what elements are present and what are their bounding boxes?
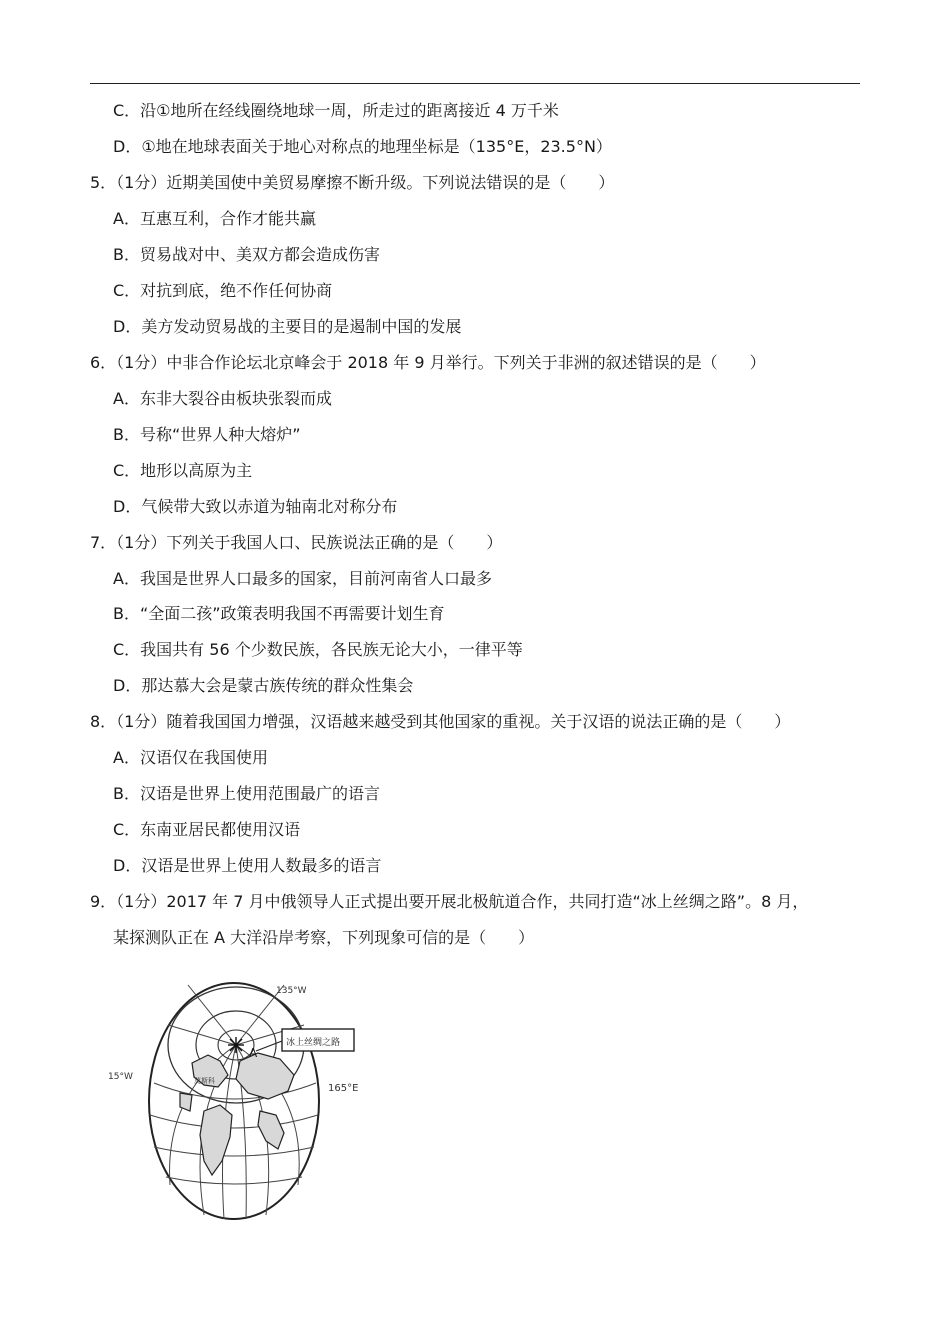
question-stem: 6．（1分）中非合作论坛北京峰会于 2018 年 9 月举行。下列关于非洲的叙述错误的是（ ） [90, 353, 766, 372]
lon-label-right: 165°E [328, 1083, 359, 1094]
option-text: B．汉语是世界上使用范围最广的语言 [113, 784, 380, 803]
question-stem-continuation: 某探测队正在 A 大洋沿岸考察，下列现象可信的是（ ） [113, 928, 535, 947]
pole-marker [228, 1037, 244, 1053]
polar-world-map [108, 965, 370, 1227]
header-rule [90, 83, 860, 84]
question-stem: 7．（1分）下列关于我国人口、民族说法正确的是（ ） [90, 533, 503, 552]
option-text: C．东南亚居民都使用汉语 [113, 820, 301, 839]
option-text: D．气候带大致以赤道为轴南北对称分布 [113, 497, 398, 516]
option-text: D．汉语是世界上使用人数最多的语言 [113, 856, 382, 875]
option-text: C．地形以高原为主 [113, 461, 253, 480]
callout-pointer [256, 1041, 282, 1051]
lon-label-left: 15°W [108, 1072, 133, 1082]
option-text: A．汉语仅在我国使用 [113, 748, 268, 767]
place-label: 莫斯科 [194, 1077, 215, 1085]
point-a-label: A [249, 1046, 258, 1060]
option-text: D．①地在地球表面关于地心对称点的地理坐标是（135°E，23.5°N） [113, 137, 612, 156]
option-text: B．“全面二孩”政策表明我国不再需要计划生育 [113, 604, 445, 623]
option-text: C．对抗到底，绝不作任何协商 [113, 281, 333, 300]
option-text: D．美方发动贸易战的主要目的是遏制中国的发展 [113, 317, 462, 336]
option-text: C．我国共有 56 个少数民族，各民族无论大小，一律平等 [113, 640, 523, 659]
latitude-line [166, 1177, 302, 1184]
option-text: A．东非大裂谷由板块张裂而成 [113, 389, 332, 408]
option-text: D．那达慕大会是蒙古族传统的群众性集会 [113, 676, 414, 695]
option-text: B．号称“世界人种大熔炉” [113, 425, 301, 444]
latitude-line [154, 1083, 316, 1099]
latitude-line [154, 1147, 314, 1156]
lon-label-top: 135°W [276, 986, 307, 996]
question-stem: 5．（1分）近期美国使中美贸易摩擦不断升级。下列说法错误的是（ ） [90, 173, 615, 192]
option-text: A．互惠互利，合作才能共赢 [113, 209, 316, 228]
question-stem: 9．（1分）2017 年 7 月中俄领导人正式提出要开展北极航道合作，共同打造“冰上丝绸之路”。8 月， [90, 892, 809, 911]
question-stem: 8．（1分）随着我国国力增强，汉语越来越受到其他国家的重视。关于汉语的说法正确的是（ ） [90, 712, 791, 731]
option-text: A．我国是世界人口最多的国家，目前河南省人口最多 [113, 569, 492, 588]
callout-label: 冰上丝绸之路 [286, 1038, 341, 1048]
option-text: C．沿①地所在经线圈绕地球一周，所走过的距离接近 4 万千米 [113, 101, 559, 120]
option-text: B．贸易战对中、美双方都会造成伤害 [113, 245, 380, 264]
continents [180, 1053, 294, 1175]
